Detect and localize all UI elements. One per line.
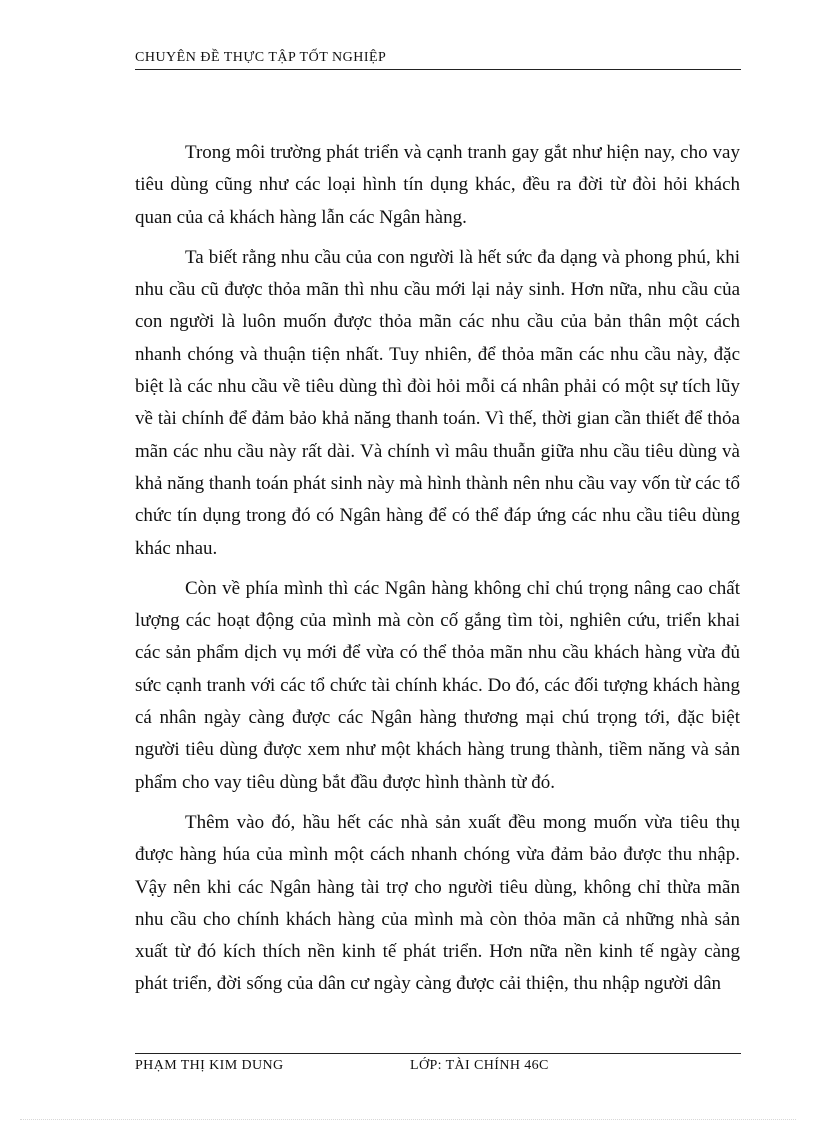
page-header: [135, 49, 741, 70]
paragraph-1: Trong môi trường phát triển và cạnh tranh gay gắt như hiện nay, cho vay tiêu dùng cũng như các loại hình tín dụng khác, đều ra đời từ đòi hỏi khách quan của cả khách hàng lẫn các Ngân hàng.: [135, 142, 740, 228]
paragraph-2: Ta biết rằng nhu cầu của con người là hết sức đa dạng và phong phú, khi nhu cầu cũ được thỏa mãn thì nhu cầu mới lại nảy sinh. Hơn nữa, nhu cầu của con người là luôn muốn được thỏa mãn các nhu cầu của bản thân một cách nhanh chóng và thuận tiện nhất. Tuy nhiên, để thỏa mãn các nhu cầu này, đặc biệt là các nhu cầu về tiêu dùng thì đòi hỏi mỗi cá nhân phải có một sự tích lũy về tài chính để đảm bảo khả năng thanh toán. Vì thế, thời gian cần thiết để thỏa mãn các nhu cầu này rất dài. Và chính vì mâu thuẫn giữa nhu cầu tiêu dùng và khả năng thanh toán phát sinh này mà hình thành nên nhu cầu vay vốn từ các tổ chức tín dụng trong đó có Ngân hàng để có thể đáp ứng các nhu cầu tiêu dùng khác nhau.: [135, 246, 740, 559]
paragraph-4: Thêm vào đó, hầu hết các nhà sản xuất đều mong muốn vừa tiêu thụ được hàng húa của mình một cách nhanh chóng vừa đảm bảo được thu nhập. Vậy nên khi các Ngân hàng tài trợ cho người tiêu dùng, không chỉ thừa mãn nhu cầu cho chính khách hàng của mình mà còn thỏa mãn cả những nhà sản xuất từ đó kích thích nền kinh tế phát triển. Hơn nữa nền kinh tế ngày càng phát triển, đời sống của dân cư ngày càng được cải thiện, thu nhập người dân: [135, 811, 740, 995]
paragraph-3: Còn về phía mình thì các Ngân hàng không chỉ chú trọng nâng cao chất lượng các hoạt động của mình mà còn cố gắng tìm tòi, nghiên cứu, triển khai các sản phẩm dịch vụ mới để vừa có thể thỏa mãn nhu cầu khách hàng vừa đủ sức cạnh tranh với các tổ chức tài chính khác. Do đó, các đối tượng khách hàng cá nhân ngày càng được các Ngân hàng thương mại chú trọng tới, đặc biệt người tiêu dùng được xem như một khách hàng trung thành, tiềm năng và sản phẩm cho vay tiêu dùng bắt đầu được hình thành từ đó.: [135, 577, 740, 793]
document-body: [135, 137, 740, 1009]
footer-author: PHẠM THỊ KIM DUNG: [135, 1058, 284, 1073]
page-edge-divider: [20, 1119, 796, 1120]
page-footer: [135, 1053, 741, 1084]
header-title: CHUYÊN ĐỀ THỰC TẬP TỐT NGHIỆP: [135, 50, 387, 65]
footer-class: LỚP: TÀI CHÍNH 46C: [410, 1058, 549, 1073]
